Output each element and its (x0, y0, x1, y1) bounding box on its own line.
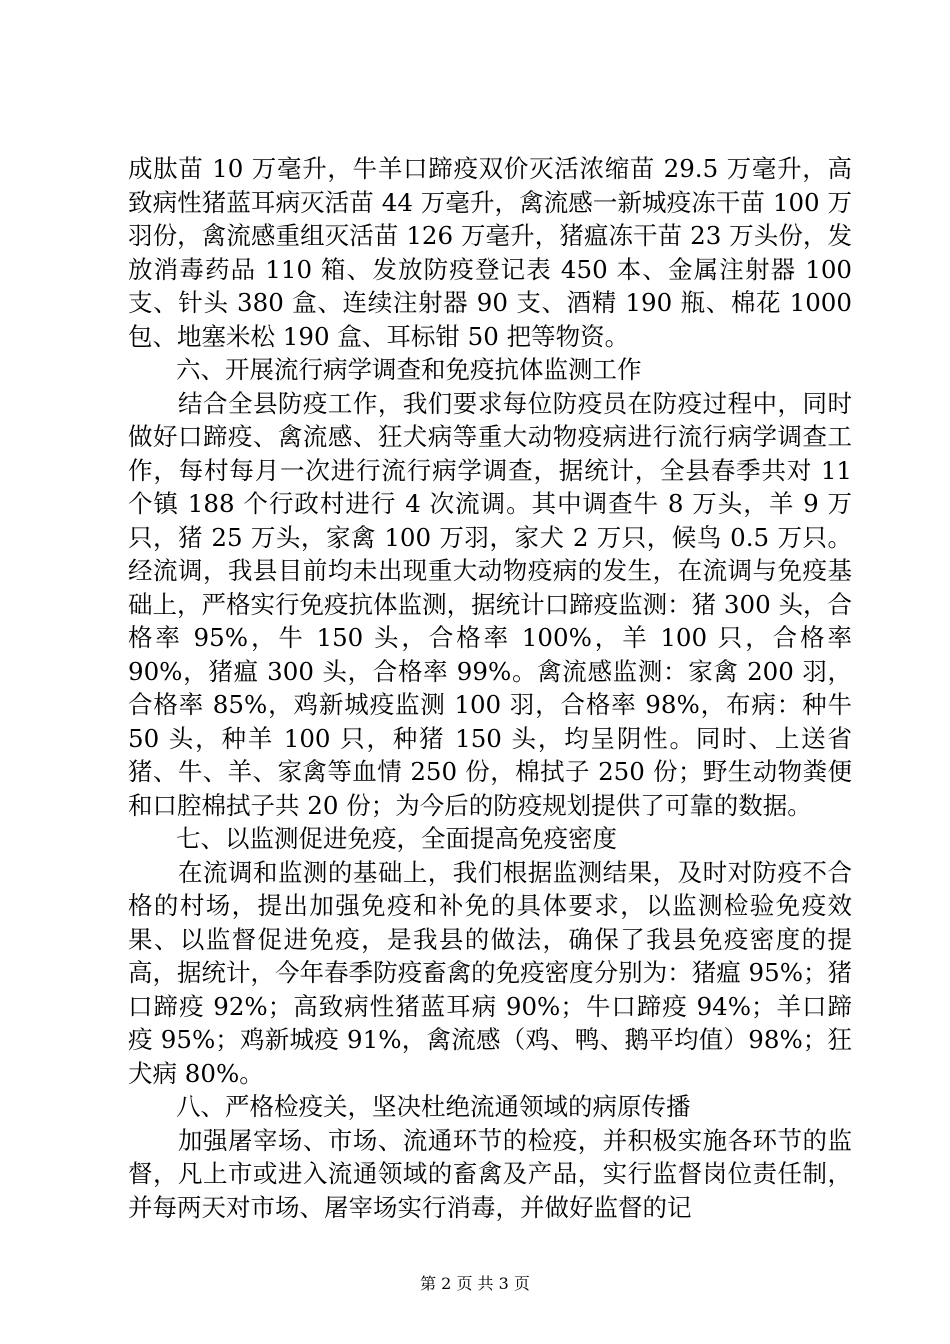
section-heading-8: 八、严格检疫关，坚决杜绝流通领域的病原传播 (176, 1092, 691, 1121)
paragraph-materials: 成肽苗 10 万毫升，牛羊口蹄疫双价灭活浓缩苗 29.5 万毫升，高致病性猪蓝耳病灭活苗 44 万毫升，禽流感一新城疫冻干苗 100 万羽份，禽流感重组灭活苗 126 万毫升，猪瘟冻干苗 23 万头份，发放消毒药品 110 箱、发放防疫登记表 450 本、金属注射器 100 支、针头 380 盒、连续注射器 90 支、酒精 190 瓶、棉花 1000 包、地塞米松 190 盒、耳标钳 50 把等物资。 (128, 154, 860, 351)
document-body (128, 152, 860, 1224)
paragraph-immunity-density: 在流调和监测的基础上，我们根据监测结果，及时对防疫不合格的村场，提出加强免疫和补免的具体要求，以监测检验免疫效果、以监督促进免疫，是我县的做法，确保了我县免疫密度的提高，据统计，今年春季防疫畜禽的免疫密度分别为：猪瘟 95%；猪口蹄疫 92%；高致病性猪蓝耳病 90%；牛口蹄疫 94%；羊口蹄疫 95%；鸡新城疫 91%，禽流感（鸡、鸭、鹅平均值）98%；狂犬病 80%。 (128, 857, 852, 1088)
paragraph-epidemiology: 结合全县防疫工作，我们要求每位防疫员在防疫过程中，同时做好口蹄疫、禽流感、狂犬病等重大动物疫病进行流行病学调查工作，每村每月一次进行流行病学调查，据统计，全县春季共对 11 个镇 188 个行政村进行 4 次流调。其中调查牛 8 万头，羊 9 万只，猪 25 万头，家禽 100 万羽，家犬 2 万只，候鸟 0.5 万只。经流调，我县目前均未出现重大动物疫病的发生，在流调与免疫基础上，严格实行免疫抗体监测，据统计口蹄疫监测：猪 300 头，合格率 95%，牛 150 头，合格率 100%，羊 100 只，合格率 90%，猪瘟 300 头，合格率 99%。禽流感监测：家禽 200 羽，合格率 85%，鸡新城疫监测 100 羽，合格率 98%，布病：种牛 50 头，种羊 100 只，种猪 150 头，均呈阴性。同时、上送省猪、牛、羊、家禽等血情 250 份，棉拭子 250 份；野生动物粪便和口腔棉拭子共 20 份；为今后的防疫规划提供了可靠的数据。 (128, 388, 860, 820)
page-footer: 第 2 页 共 3 页 (420, 1274, 530, 1293)
paragraph-quarantine: 加强屠宰场、市场、流通环节的检疫，并积极实施各环节的监督，凡上市或进入流通领域的畜禽及产品，实行监督岗位责任制，并每两天对市场、屠宰场实行消毒，并做好监督的记 (128, 1125, 852, 1222)
section-heading-6: 六、开展流行病学调查和免疫抗体监测工作 (176, 355, 642, 384)
section-heading-7: 七、以监测促进免疫，全面提高免疫密度 (176, 824, 617, 853)
